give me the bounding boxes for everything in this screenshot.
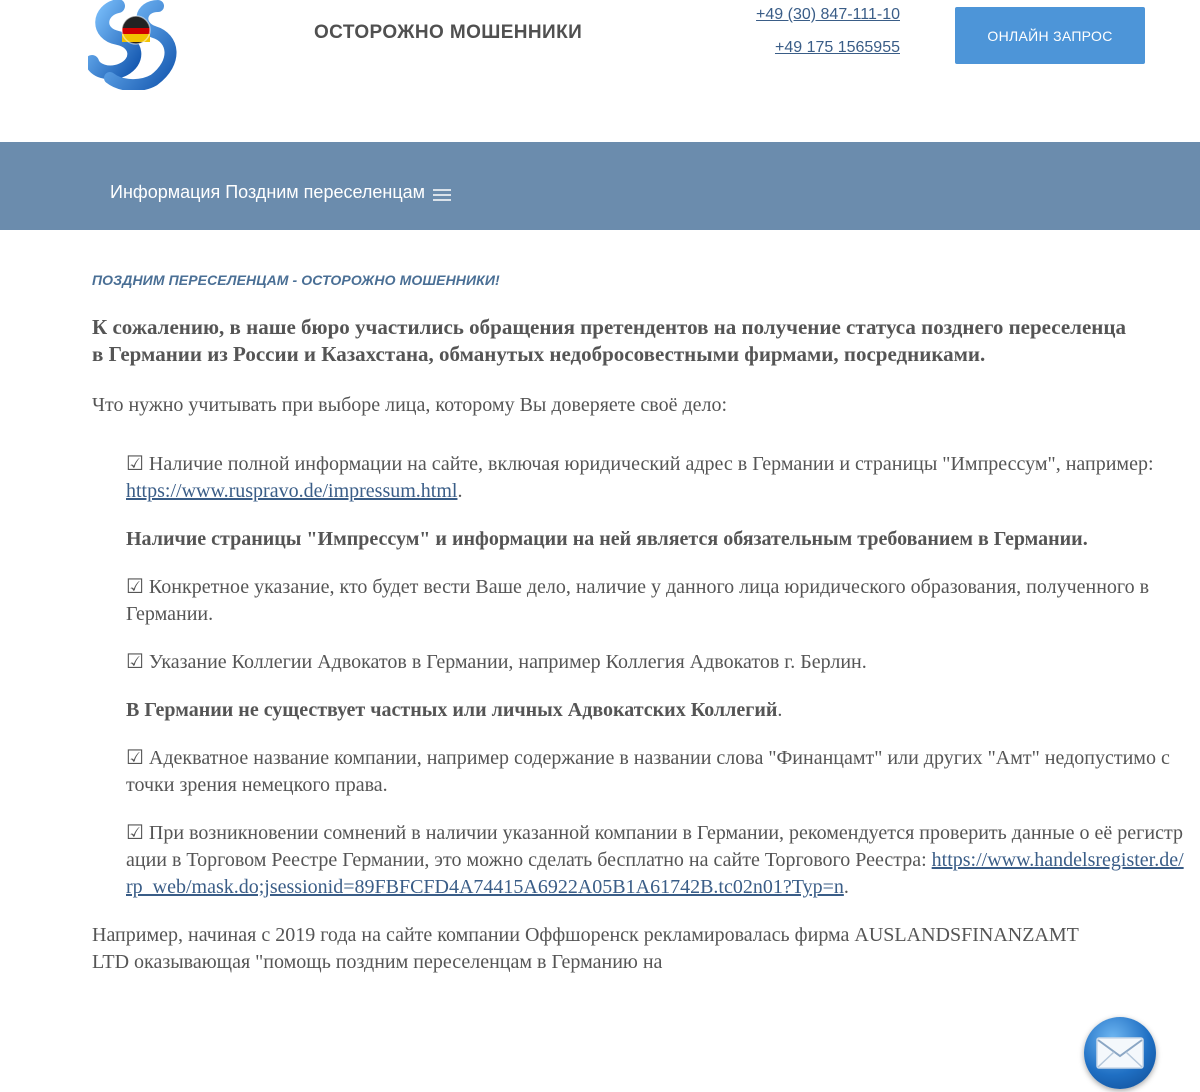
phone-link-mobile[interactable]: +49 175 1565955 — [774, 39, 900, 56]
nav-item-label: Информация Поздним переселенцам — [110, 182, 426, 202]
nav-item-late-resettlers[interactable] — [110, 182, 451, 203]
list-item: ☑ Указание Коллегии Адвокатов в Германии, например Коллегия Адвокатов г. Берлин. — [126, 651, 867, 673]
bar-association-note — [126, 697, 1186, 724]
site-header — [0, 0, 1200, 142]
main-nav — [0, 142, 1200, 230]
list-item — [126, 820, 1186, 901]
bar-association-note-text: В Германии не существует частных или личных Адвокатских Коллегий — [126, 699, 778, 721]
list-item-tail: . — [843, 876, 849, 898]
envelope-icon — [1096, 1037, 1144, 1069]
impressum-link[interactable]: https://www.ruspravo.de/impressum.html — [126, 480, 458, 502]
online-request-button[interactable]: ОНЛАЙН ЗАПРОС — [955, 7, 1145, 64]
handelsregister-link[interactable]: https://www.handelsregister.de/rp_web/mask.do;jsessionid=89FBFCFD4A74415A6922A05B1A61742B.tc02n01?Typ=n — [126, 849, 1184, 898]
article — [92, 272, 1182, 976]
contact-mail-button[interactable] — [1084, 1017, 1156, 1089]
article-lead: К сожалению, в наше бюро участились обращения претендентов на получение статуса позднего переселенца в Германии из России и Казахстана, обманутых недобросовестными фирмами, посредниками. — [92, 315, 1126, 366]
impressum-note: Наличие страницы "Импрессум" и информации на ней является обязательным требованием в Германии. — [126, 528, 1088, 550]
phone-link-landline[interactable]: +49 (30) 847-111-10 — [756, 6, 900, 23]
site-title: ОСТОРОЖНО МОШЕННИКИ — [314, 22, 583, 43]
checklist — [126, 451, 1186, 901]
list-item-tail: . — [457, 480, 463, 502]
list-item — [126, 451, 1186, 505]
example-paragraph: Например, начиная с 2019 года на сайте компании Оффшоренск рекламировалась фирма AUSLANDSFINANZAMT LTD оказывающая "помощь поздним переселенцам в Германию на — [92, 924, 1079, 973]
list-item: ☑ Адекватное название компании, например содержание в названии слова "Финанцамт" или других "Амт" недопустимо с точки зрения немецкого права. — [126, 747, 1170, 796]
article-kicker: ПОЗДНИМ ПЕРЕСЕЛЕНЦАМ - ОСТОРОЖНО МОШЕННИКИ! — [92, 272, 500, 288]
note-tail: . — [777, 699, 783, 721]
list-item: ☑ Конкретное указание, кто будет вести Ваше дело, наличие у данного лица юридического образования, полученного в Германии. — [126, 576, 1150, 625]
list-item-text: ☑ Наличие полной информации на сайте, включая юридический адрес в Германии и страницы "Импрессум", например: — [126, 453, 1154, 475]
logo-emblem-icon[interactable] — [88, 0, 192, 90]
article-intro: Что нужно учитывать при выборе лица, которому Вы доверяете своё дело: — [92, 394, 728, 416]
hamburger-menu-icon[interactable] — [433, 189, 451, 201]
list-item-text: ☑ При возникновении сомнений в наличии указанной компании в Германии, рекомендуется проверить данные о её регистрации в Торговом Реестре Германии, это можно сделать бесплатно на сайте Торгового Реестра: — [126, 822, 1183, 871]
